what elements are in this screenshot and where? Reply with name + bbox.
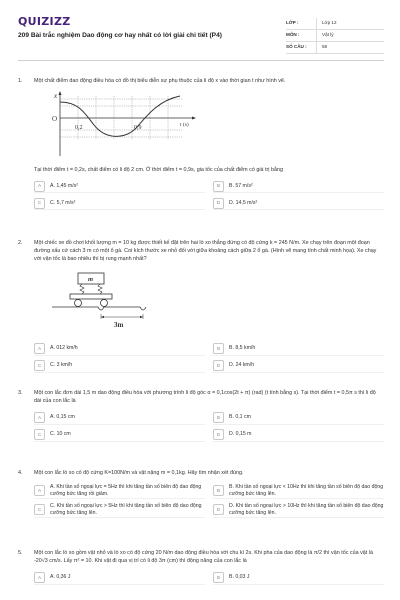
option-b[interactable] xyxy=(213,343,384,356)
wheel-left xyxy=(75,300,82,307)
option-text: B. Khi tần số ngoại lực < 10Hz thì khi tăng tần số biên độ dao động cưỡng bức tăng lên. xyxy=(229,483,384,497)
option-text: D. 24 km/h xyxy=(229,362,255,369)
option-text: D. 14,5 m/s² xyxy=(229,199,258,206)
question-number: 4. xyxy=(18,470,23,476)
meta-value: Lớp 12 xyxy=(316,18,337,29)
meta-key: MÔN : xyxy=(286,32,300,38)
question-number: 5. xyxy=(18,550,23,556)
option-text: B. 57 m/s² xyxy=(229,182,253,189)
x-axis-arrow xyxy=(59,91,62,95)
t-axis-arrow xyxy=(192,116,196,119)
option-letter: C xyxy=(34,504,45,515)
option-c[interactable] xyxy=(34,503,205,518)
spring-left xyxy=(80,284,84,294)
meta-row-count xyxy=(286,42,384,54)
option-letter: B xyxy=(213,181,224,192)
road-with-potholes xyxy=(52,307,146,310)
option-d[interactable] xyxy=(213,429,384,442)
x-axis-label: x xyxy=(54,91,58,100)
option-text: C. Khi tần số ngoại lực > 5Hz thì khi tăng tần số biên độ dao động cưỡng bức tăng lên. xyxy=(50,502,202,516)
option-d[interactable] xyxy=(213,360,384,373)
meta-row-subject xyxy=(286,30,384,42)
options-grid xyxy=(34,180,384,210)
option-letter: A xyxy=(34,181,45,192)
question-4 xyxy=(18,470,384,518)
question-text: Một chiếc xe đồ chơi khối lượng m = 10 kg được thiết kế đặt trên hai lò xo thẳng đứng có độ cứng k = 245 N/m. Xe chạy trên đoạn một đoạn đường xấu cứ cách 3 m có một ổ gà. Coi kích thước xe nhỏ đối với giữa khoảng cách giữa 2 ổ gà. (Hình vẽ mang tính chất minh họa). Xe chạy với vận tốc là bao nhiêu thì bị rung mạnh nhất? xyxy=(34,240,377,262)
option-c[interactable] xyxy=(34,429,205,442)
options-grid xyxy=(34,572,384,585)
option-text: D. Khi tần số ngoại lực > 10Hz thì khi tăng tần số biên độ dao động cưỡng bức tăng lên. xyxy=(229,502,384,516)
option-letter: A xyxy=(34,485,45,496)
option-text: B. 0,1 cm xyxy=(229,414,251,421)
car-chassis xyxy=(70,294,112,299)
option-text: D. 0,15 m xyxy=(229,431,252,438)
meta-key: LỚP : xyxy=(286,20,299,26)
question-5 xyxy=(18,550,384,585)
question-number: 3. xyxy=(18,390,23,396)
option-text: A. Khi tần số ngoại lực = 5Hz thì khi tăng tần số biên độ dao động cưỡng bức tăng rồi giảm. xyxy=(50,483,202,497)
option-a[interactable] xyxy=(34,572,205,585)
option-letter: B xyxy=(213,412,224,423)
option-letter: A xyxy=(34,572,45,583)
question-text: Một con lắc lò xo gồm vật nhỏ và lò xo có độ cứng 20 N/m dao động điều hòa với chu kì 2s. Khi pha của dao động là π/2 thì vận tốc của vật là -20√3 cm/s. Lấy π² = 10. Khi vật đi qua vị trí có li độ 3π (cm) thì động năng của con lắc là xyxy=(34,550,373,564)
option-letter: B xyxy=(213,572,224,583)
displacement-time-graph xyxy=(48,90,198,160)
option-text: A. 1,45 m/s² xyxy=(50,182,78,189)
meta-table xyxy=(286,18,384,54)
mass-label: m xyxy=(88,276,94,284)
question-3 xyxy=(18,390,384,442)
toy-car-figure xyxy=(48,267,148,335)
option-b[interactable] xyxy=(213,412,384,425)
option-letter: C xyxy=(34,360,45,371)
option-letter: A xyxy=(34,412,45,423)
option-letter: D xyxy=(213,504,224,515)
option-letter: D xyxy=(213,198,224,209)
quizizz-logo: QUIZIZZ xyxy=(18,15,71,28)
option-text: C. 3 km/h xyxy=(50,362,73,369)
options-grid xyxy=(34,343,384,373)
option-text: A. 012 km/h xyxy=(50,345,78,352)
option-text: A. 0,15 cm xyxy=(50,414,75,421)
question-number: 2. xyxy=(18,240,23,246)
option-d[interactable] xyxy=(213,503,384,518)
option-letter: D xyxy=(213,360,224,371)
option-c[interactable] xyxy=(34,360,205,373)
option-text: B. 0,03 J xyxy=(229,574,250,581)
option-letter: B xyxy=(213,485,224,496)
option-text: C. 10 cm xyxy=(50,431,71,438)
option-a[interactable] xyxy=(34,484,205,499)
question-text: Một con lắc lò xo có độ cứng K=100N/m và vật nặng m = 0,1kg. Hãy tìm nhận xét đúng. xyxy=(34,470,244,476)
t-axis-label: t (s) xyxy=(180,121,189,128)
option-a[interactable] xyxy=(34,343,205,356)
options-grid xyxy=(34,412,384,442)
meta-value: 58 xyxy=(316,42,327,53)
option-d[interactable] xyxy=(213,197,384,210)
tick-label-0-9: 0,9 xyxy=(134,124,142,131)
wheel-right xyxy=(101,300,108,307)
distance-label: 3m xyxy=(114,321,124,330)
question-2 xyxy=(18,240,384,373)
question-number: 1. xyxy=(18,78,23,84)
origin-label: O xyxy=(52,114,58,123)
option-text: C. 5,7 m/s² xyxy=(50,199,76,206)
option-letter: C xyxy=(34,429,45,440)
page-header xyxy=(18,10,384,56)
option-c[interactable] xyxy=(34,197,205,210)
option-b[interactable] xyxy=(213,572,384,585)
question-1 xyxy=(18,78,384,210)
option-b[interactable] xyxy=(213,484,384,499)
meta-value: Vật lý xyxy=(316,30,334,41)
option-letter: B xyxy=(213,343,224,354)
question-subtext: Tại thời điểm t = 0,2s, chất điểm có li độ 2 cm. Ở thời điểm t = 0,9s, gia tốc của chất điểm có giá trị bằng xyxy=(34,167,283,174)
tick-label-0-2: 0,2 xyxy=(75,124,83,131)
meta-row-class xyxy=(286,18,384,30)
option-text: B. 8,5 km/h xyxy=(229,345,256,352)
option-a[interactable] xyxy=(34,412,205,425)
option-text: A. 0,36 J xyxy=(50,574,71,581)
option-letter: C xyxy=(34,198,45,209)
question-text: Một con lắc đơn dài 1,5 m dao động điều hòa với phương trình li độ góc α = 0,1cos(2t + π) (rad) (t tính bằng s). Tại thời điểm t = 0,5π s thì li độ dài của con lắc là xyxy=(34,390,376,404)
page-title: 209 Bài trắc nghiệm Dao động cơ hay nhất có lời giải chi tiết (P4) xyxy=(18,32,222,39)
option-a[interactable] xyxy=(34,180,205,193)
question-text: Một chất điểm dao động điều hòa có đồ thị biểu diễn sự phụ thuộc của li độ x vào thời gian t như hình vẽ. xyxy=(34,78,286,84)
meta-key: SỐ CÂU : xyxy=(286,44,307,50)
option-letter: D xyxy=(213,429,224,440)
option-b[interactable] xyxy=(213,180,384,193)
options-grid xyxy=(34,484,384,518)
option-letter: A xyxy=(34,343,45,354)
spring-right xyxy=(98,284,102,294)
header-divider xyxy=(18,60,384,61)
